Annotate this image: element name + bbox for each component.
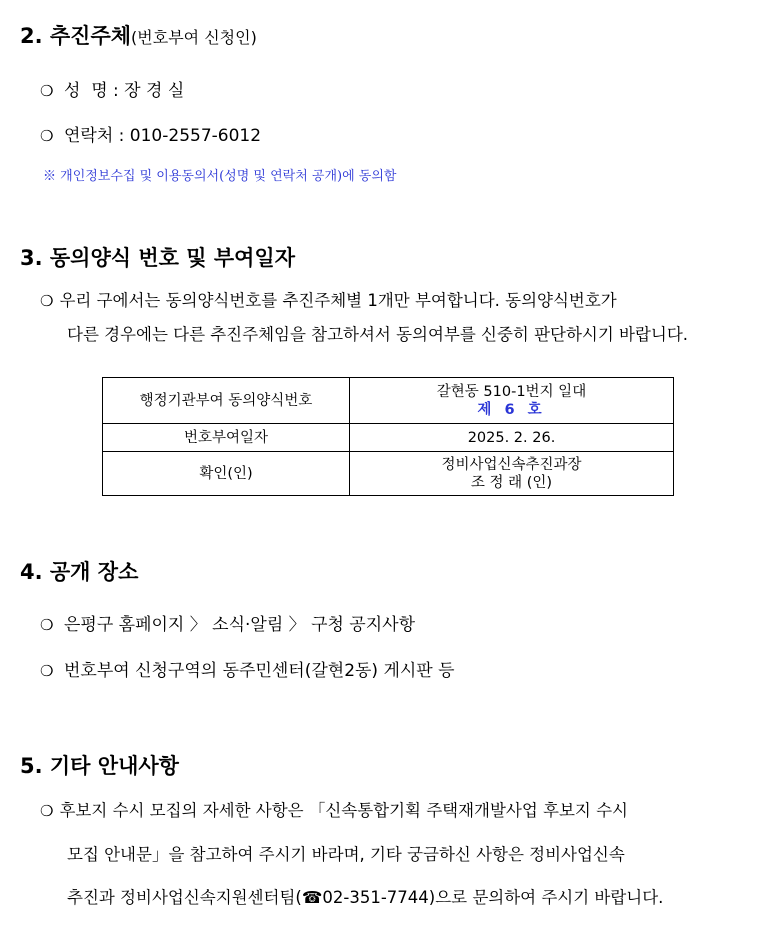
section-5-line-1-text: 후보지 수시 모집의 자세한 사항은 「신속통합기획 주택재개발사업 후보지 수시 (59, 801, 628, 820)
table-value-address: 갈현동 510-1번지 일대 (436, 383, 587, 400)
consent-note: ※ 개인정보수집 및 이용동의서(성명 및 연락처 공개)에 동의함 (43, 169, 397, 184)
consent-number-table (102, 377, 674, 496)
section-3-paragraph (40, 284, 760, 352)
section-5-line-3: 추진과 정비사업신속지원센터팀(☎02-351-7744)으로 문의하여 주시기 바랍니다. (67, 888, 664, 907)
table-value-official: 조 정 래 (인) (470, 474, 553, 491)
circle-bullet-icon: ❍ (40, 82, 54, 100)
section-2-heading (20, 20, 257, 50)
section-3-heading: 3. 동의양식 번호 및 부여일자 (20, 246, 295, 270)
circle-bullet-icon: ❍ (40, 802, 54, 820)
place-item-1-text: 은평구 홈페이지 〉 소식·알림 〉 구청 공지사항 (64, 615, 415, 635)
section-3-line-1 (40, 284, 760, 318)
contact-text: 연락처 : 010-2557-6012 (64, 126, 262, 146)
table-value-number (350, 378, 674, 424)
section-4-heading: 4. 공개 장소 (20, 560, 139, 584)
section-5-paragraph (40, 789, 765, 919)
section-3-line-1-text: 우리 구에서는 동의양식번호를 추진주체별 1개만 부여합니다. 동의양식번호가 (59, 291, 617, 310)
table-label-date: 번호부여일자 (103, 424, 350, 452)
name-item (40, 76, 184, 101)
circle-bullet-icon: ❍ (40, 127, 54, 145)
place-item-2-text: 번호부여 신청구역의 동주민센터(갈현2동) 게시판 등 (64, 661, 455, 681)
section-5-heading: 5. 기타 안내사항 (20, 754, 179, 778)
table-value-dept: 정비사업신속추진과장 (441, 456, 582, 473)
circle-bullet-icon: ❍ (40, 292, 54, 310)
circle-bullet-icon: ❍ (40, 616, 54, 634)
table-row (103, 424, 674, 452)
place-item-1 (40, 610, 415, 635)
table-row (103, 452, 674, 496)
section-5-line-2: 모집 안내문」을 참고하여 주시기 바라며, 기타 궁금하신 사항은 정비사업신속 (67, 845, 625, 864)
section-5-line-1 (40, 789, 765, 833)
section-2-subtitle: (번호부여 신청인) (131, 28, 257, 47)
table-row (103, 378, 674, 424)
circle-bullet-icon: ❍ (40, 662, 54, 680)
section-3-line-2: 다른 경우에는 다른 추진주체임을 참고하셔서 동의여부를 신중히 판단하시기 바랍니다. (67, 325, 689, 344)
name-text: 성 명 : 장 경 실 (64, 81, 185, 101)
place-item-2 (40, 656, 455, 681)
table-label-confirm: 확인(인) (103, 452, 350, 496)
table-label-number: 행정기관부여 동의양식번호 (103, 378, 350, 424)
table-value-confirm (350, 452, 674, 496)
table-value-date: 2025. 2. 26. (350, 424, 674, 452)
table-value-number-code: 제 6 호 (477, 401, 546, 418)
contact-item (40, 121, 261, 146)
section-2-title: 2. 추진주체 (20, 24, 132, 48)
